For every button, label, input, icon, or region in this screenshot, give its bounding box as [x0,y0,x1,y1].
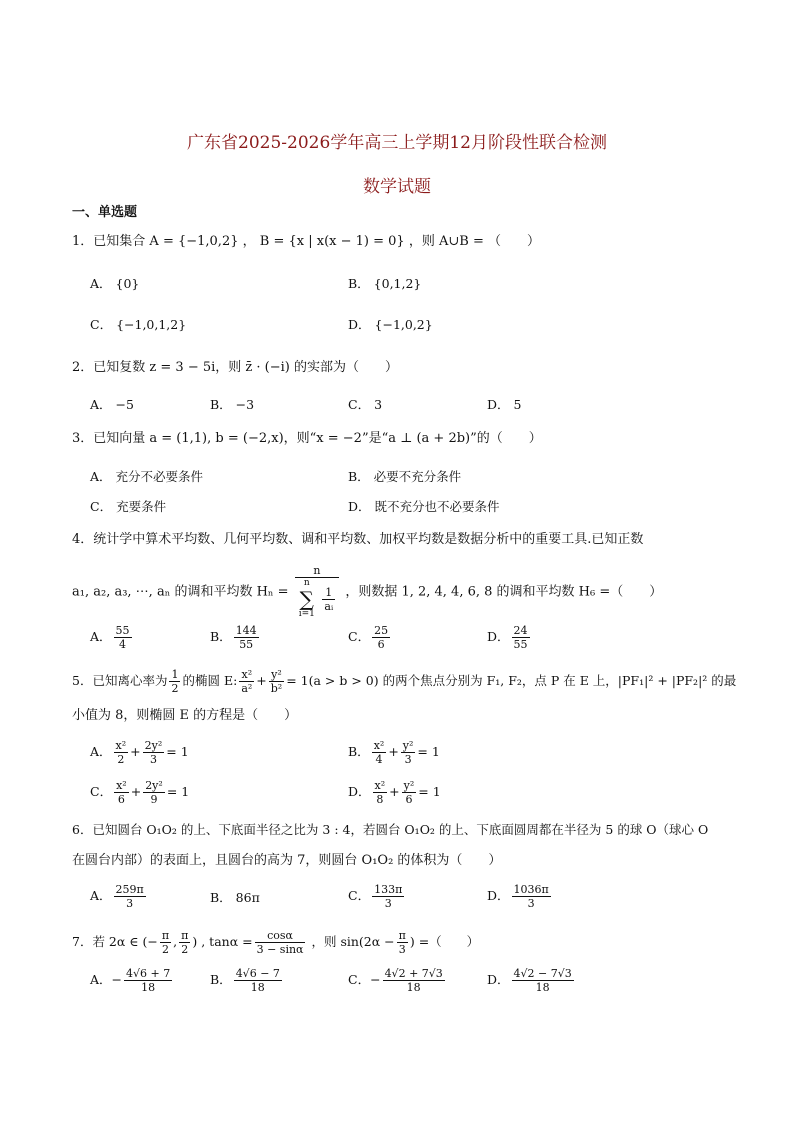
question-1-stem [72,232,540,252]
q5-option-c: C． $\frac{\text{x²}}{6}$ + $\frac{\text{2y²}}{9}$ = 1 [90,779,190,806]
exam-subtitle: 数学试题 [363,177,431,197]
question-5-stem-line1: 5．已知离心率为 $\frac{1}{2}$ 的椭圆 E: $\frac{\text{x²}}{\text{a²}}$ + $\frac{\text{y²}}{\text{b²}}$ = 1(a > b > 0) 的两个焦点分别为 F₁, F₂，点 P 在 E 上，|PF₁|² + |PF₂|² 的最 [72,668,737,695]
q7-option-d: D． $\frac{4√2 - 7√3}{18}$ [487,967,572,994]
q6-option-c: C． $\frac{133\pi}{3}$ [348,883,403,910]
question-6-stem-line1: 6．已知圆台 O₁O₂ 的上、下底面半径之比为 3 : 4，若圆台 O₁O₂ 的上、下底面圆周都在半径为 5 的球 O（球心 O [72,822,709,837]
question-6-stem-line2: 在圆台内部）的表面上，且圆台的高为 7，则圆台 O₁O₂ 的体积为（ ） [72,853,502,868]
question-3-stem: 3．已知向量 a = (1,1), b = (−2,x)，则“x = −2”是“a ⊥ (a + 2b)”的（ ） [72,431,542,446]
question-7-stem: 7．若 2α ∈ (− $\frac{\pi}{2}$ , $\frac{\pi}{2}$ ) , tanα = $\frac{\cos\alpha}{3 - \sin\alpha}$ ，则 sin(2α − $\frac{\pi}{3}$ ) =（ ） [72,929,480,956]
q7-option-c: C．− $\frac{4√2 + 7√3}{18}$ [348,967,443,994]
q6-option-a: A． $\frac{259\pi}{3}$ [90,883,144,910]
q3-option-c: C． 充要条件 [90,499,167,514]
q1-set-a: A = {−1,0,2} [149,234,239,249]
q1-paren: （ ） [487,234,540,249]
q7-option-a: A．− $\frac{4√6 + 7}{18}$ [90,967,171,994]
q2-option-d: D． 5 [487,397,522,412]
q7-option-b: B． $\frac{4√6 - 7}{18}$ [210,967,280,994]
q3-option-b: B． 必要不充分条件 [348,469,462,484]
q5-option-d: D． $\frac{\text{x²}}{8}$ + $\frac{\text{y²}}{6}$ = 1 [348,779,441,806]
q3-option-d: D． 既不充分也不必要条件 [348,499,500,514]
q1-stem-b: ，则 [408,234,435,249]
q2-option-a: A． −5 [90,397,134,412]
q2-option-c: C． 3 [348,397,383,412]
q1-expr: A∪B = [438,234,484,249]
q1-option-c: C． {−1,0,1,2} [90,317,187,332]
question-5-stem-line2: 小值为 8，则椭圆 E 的方程是（ ） [72,708,298,723]
q1-option-a: A． {0} [90,276,140,291]
question-4-stem-line2: a₁, a₂, a₃, ⋯, aₙ 的调和平均数 Hₙ = n n ∑ i=1 $\frac{1}{\text{aᵢ}}$ ，则数据 1, 2, 4, 4, 6, 8 的调和平均数 H₆ =（ ） [72,564,663,619]
q1-option-d: D． {−1,0,2} [348,317,433,332]
q2-option-b: B． −3 [210,397,255,412]
q1-comma: ， [242,234,256,249]
section-heading: 一、单选题 [72,205,138,220]
q3-option-a: A． 充分不必要条件 [90,469,204,484]
q1-set-b: B = {x | x(x − 1) = 0} [259,234,405,249]
q6-option-d: D． $\frac{1036\pi}{3}$ [487,883,549,910]
question-2-stem: 2．已知复数 z = 3 − 5i，则 z̄ · (−i) 的实部为（ ） [72,360,398,375]
exam-title: 广东省2025-2026学年高三上学期12月阶段性联合检测 [187,133,607,153]
harmonic-mean-formula: n n ∑ i=1 $\frac{1}{\text{aᵢ}}$ [295,564,339,620]
q6-option-b: B． 86π [210,890,260,905]
q4-option-c: C． $\frac{25}{6}$ [348,624,389,651]
q5-option-b: B． $\frac{\text{x²}}{4}$ + $\frac{\text{y²}}{3}$ = 1 [348,739,440,766]
q5-option-a: A． $\frac{\text{x²}}{2}$ + $\frac{\text{2y²}}{3}$ = 1 [90,739,189,766]
q4-option-d: D． $\frac{24}{55}$ [487,624,528,651]
question-4-stem-line1: 4．统计学中算术平均数、几何平均数、调和平均数、加权平均数是数据分析中的重要工具.已知正数 [72,532,644,547]
q1-option-b: B． {0,1,2} [348,276,422,291]
q1-stem-a: 1．已知集合 [72,234,146,249]
q4-option-b: B． $\frac{144}{55}$ [210,624,257,651]
q4-option-a: A． $\frac{55}{4}$ [90,624,130,651]
